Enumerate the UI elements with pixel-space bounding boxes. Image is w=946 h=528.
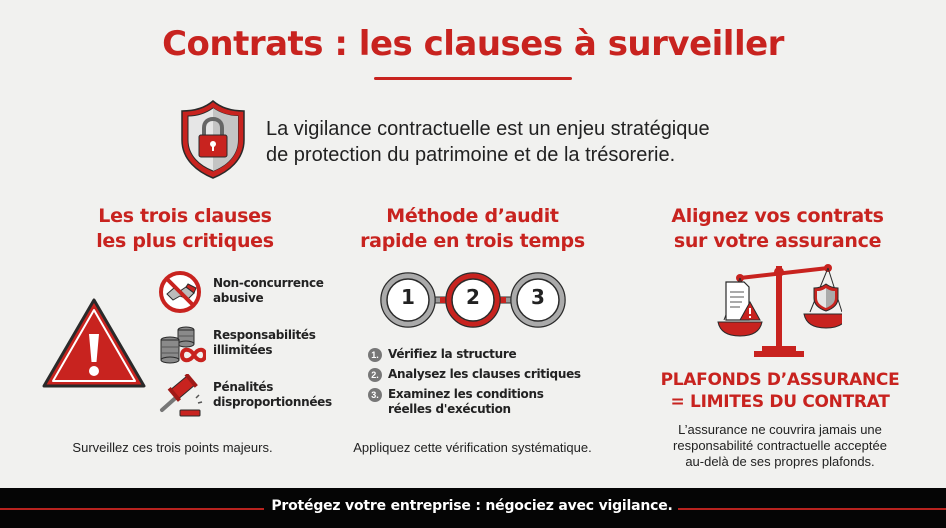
audit-step [368, 347, 608, 362]
clause-label-line-1: Responsabilités [213, 328, 316, 342]
clause-label-line-2: abusive [213, 291, 264, 305]
heading-line-2: sur votre assurance [673, 230, 882, 252]
no-handshake-icon [158, 270, 206, 314]
step-number-badge: 3. [368, 388, 382, 402]
intro-line-1: La vigilance contractuelle est un enjeu stratégique [266, 118, 710, 140]
step-circle-2: 2 [466, 285, 480, 309]
shield-lock-icon [178, 98, 248, 180]
step-text: Analysez les clauses critiques [388, 367, 581, 381]
step-text: Vérifiez la structure [388, 347, 517, 361]
footer-banner [0, 488, 946, 528]
insurance-note [640, 422, 920, 470]
title-underline [374, 77, 572, 80]
heading-line-2: les plus critiques [96, 230, 274, 252]
balance-scale-icon [714, 260, 842, 360]
clause-label [213, 380, 353, 410]
footer-divider-right [678, 508, 946, 510]
heading-line-1: Alignez vos contrats [671, 205, 884, 227]
step-text: Examinez les conditions réelles d'exécution [388, 387, 544, 416]
page-title: Contrats : les clauses à surveiller [162, 24, 784, 64]
audit-step [368, 387, 608, 417]
step-circle-1: 1 [401, 285, 415, 309]
clause-label [213, 276, 353, 306]
clause-item-unlimited-liability [158, 322, 348, 366]
equation-line-1: PLAFONDS D’ASSURANCE [660, 370, 900, 390]
insurance-equation [630, 369, 930, 413]
intro-line-2: de protection du patrimoine et de la trésorerie. [266, 144, 676, 166]
insurance-heading [630, 204, 925, 254]
intro-text [266, 116, 806, 168]
intro-banner [178, 98, 798, 180]
note-line-1: L’assurance ne couvrira jamais une [678, 422, 882, 437]
audit-method-heading [330, 204, 615, 254]
critical-clauses-footer: Surveillez ces trois points majeurs. [72, 440, 273, 455]
step-circle-3: 3 [531, 285, 545, 309]
clause-label-line-2: disproportionnées [213, 395, 332, 409]
equation-line-2: = LIMITES DU CONTRAT [670, 392, 890, 412]
clause-item-penalties [158, 374, 348, 418]
audit-steps-list [368, 347, 608, 422]
coins-infinity-icon [158, 322, 206, 366]
note-line-3: au-delà de ses propres plafonds. [685, 454, 875, 469]
clause-label-line-2: illimitées [213, 343, 273, 357]
heading-line-1: Les trois clauses [98, 205, 272, 227]
clause-label-line-1: Non-concurrence [213, 276, 324, 290]
clause-label [213, 328, 353, 358]
warning-triangle-icon [40, 296, 148, 392]
clause-item-non-compete [158, 270, 348, 314]
footer-tagline: Protégez votre entreprise : négociez avec vigilance. [271, 498, 673, 514]
heading-line-2: rapide en trois temps [360, 230, 585, 252]
step-number-badge: 1. [368, 348, 382, 362]
audit-method-footer: Appliquez cette vérification systématique. [353, 440, 592, 455]
note-line-2: responsabilité contractuelle acceptée [673, 438, 887, 453]
footer-divider-left [0, 508, 264, 510]
heading-line-1: Méthode d’audit [386, 205, 559, 227]
critical-clauses-heading [40, 204, 330, 254]
step-number-badge: 2. [368, 368, 382, 382]
audit-step [368, 367, 608, 382]
gavel-icon [158, 374, 206, 418]
clause-label-line-1: Pénalités [213, 380, 274, 394]
